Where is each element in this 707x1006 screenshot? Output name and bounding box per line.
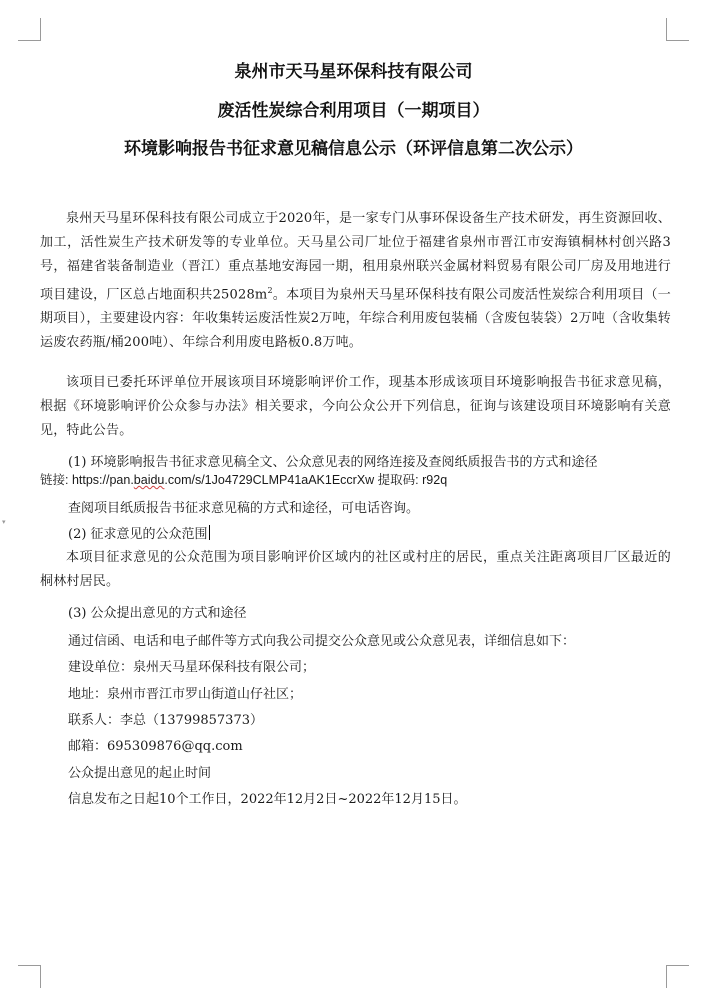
intro-paragraph-2: 该项目已委托环评单位开展该项目环境影响评价工作，现基本形成该项目环境影响报告书征求意见稿，根据《环境影响评价公众参与办法》相关要求，今向公众公开下列信息，征询与该建设项目环境影响有关意见，特此公告。 [40, 375, 671, 438]
intro-paragraph-1: 泉州天马星环保科技有限公司成立于2020年，是一家专门从事环保设备生产技术研发，再生资源回收、加工，活性炭生产技术研发等的专业单位。天马星公司厂址位于福建省泉州市晋江市安海镇桐林村创兴路3号，福建省装备制造业（晋江）重点基地安海园一期，租用泉州联兴金属材料贸易有限公司厂房及用地进行项目建设，厂区总占地面积共$25028m^2$。本项目为泉州天马星环保科技有限公司废活性炭综合利用项目（一期项目），主要建设内容：年收集转运废活性炭2万吨，年综合利用废包装桶（含废包装袋）2万吨（含收集转运废农药瓶/桶200吨）、年综合利用废电路板0.8万吨。 [40, 211, 671, 351]
crop-mark-top-left [18, 18, 41, 41]
title-notice: 环境影响报告书征求意见稿信息公示（环评信息第二次公示） [124, 139, 583, 159]
title-project: 废活性炭综合利用项目（一期项目） [217, 101, 490, 121]
section-2-heading: (2) 征求意见的公众范围 [68, 527, 208, 542]
title-company: 泉州市天马星环保科技有限公司 [234, 62, 473, 82]
margin-arrow-icon: ▾ [2, 518, 6, 526]
period-text: 信息发布之日起10个工作日，2022年12月2日~2022年12月15日。 [68, 792, 467, 807]
download-link[interactable]: 链接: https://pan.baidu.com/s/1Jo4729CLMP41aAK1EccrXw 提取码: r92q [40, 473, 448, 487]
section-1-heading: (1) 环境影响报告书征求意见稿全文、公众意见表的网络连接及查阅纸质报告书的方式和途径 [68, 455, 598, 470]
period-heading: 公众提出意见的起止时间 [68, 766, 212, 781]
crop-mark-bottom-right [666, 965, 689, 988]
contact-unit: 建设单位：泉州天马星环保科技有限公司； [68, 660, 316, 675]
contact-email[interactable]: 邮箱：695309876@qq.com [68, 739, 243, 754]
crop-mark-top-right [666, 18, 689, 41]
crop-mark-bottom-left [18, 965, 41, 988]
area-unit-superscript: 2 [267, 286, 273, 295]
section-3-intro: 通过信函、电话和电子邮件等方式向我公司提交公众意见或公众意见表，详细信息如下： [68, 634, 576, 649]
section-2-text: 本项目征求意见的公众范围为项目影响评价区域内的社区或村庄的居民，重点关注距离项目厂区最近的桐林村居民。 [40, 550, 671, 589]
section-3-heading: (3) 公众提出意见的方式和途径 [68, 606, 247, 621]
text-cursor [209, 525, 210, 540]
contact-address: 地址：泉州市晋江市罗山街道山仔社区； [68, 687, 303, 702]
contact-person: 联系人：李总（13799857373） [68, 713, 263, 728]
section-1-paper-access: 查阅项目纸质报告书征求意见稿的方式和途径，可电话咨询。 [68, 501, 420, 516]
